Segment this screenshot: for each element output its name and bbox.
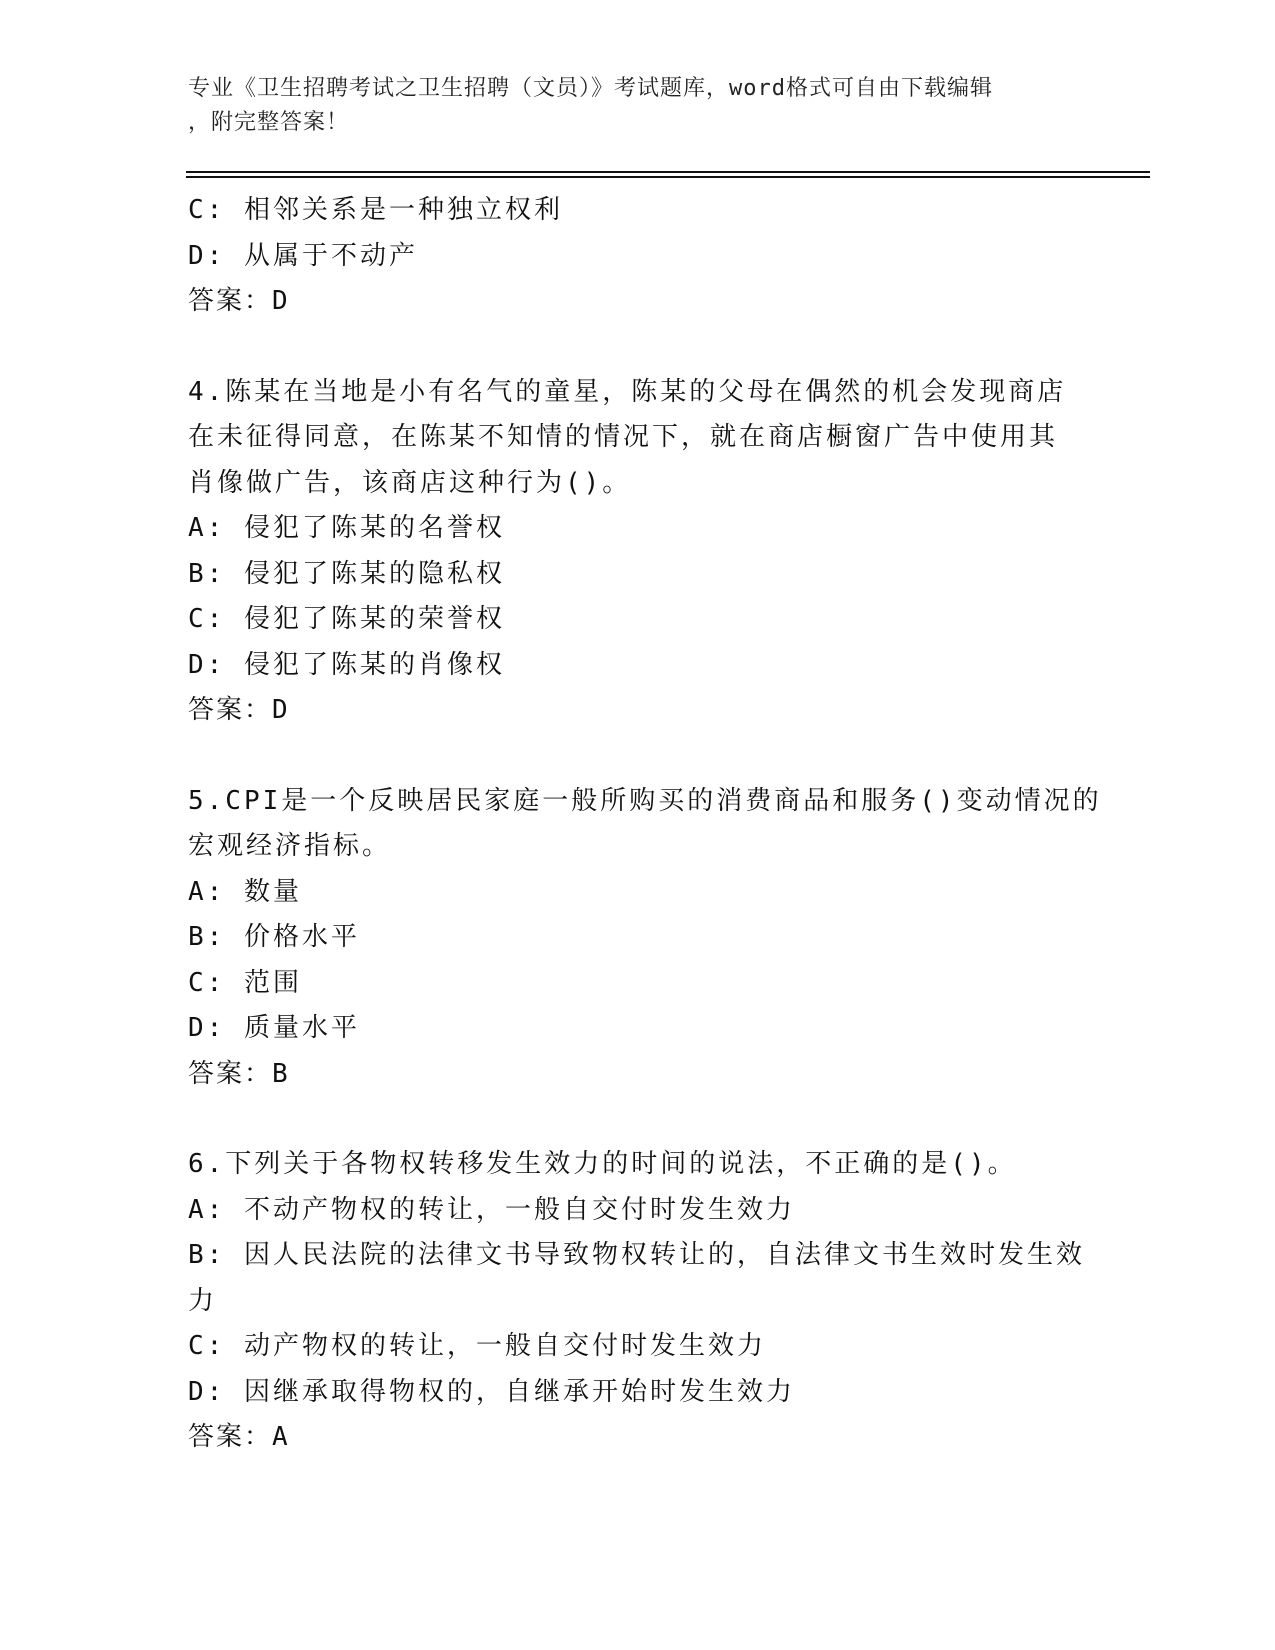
header-line-1: 专业《卫生招聘考试之卫生招聘（文员）》考试题库，word格式可自由下载编辑 <box>188 76 993 101</box>
question-5 <box>188 779 1102 1098</box>
question-6 <box>188 1142 1088 1461</box>
option-a: A: 侵犯了陈某的名誉权 <box>188 513 505 543</box>
header-rule-bottom <box>186 176 1150 178</box>
partial-question-3 <box>188 188 1088 325</box>
answer-line: 答案：D <box>188 286 290 316</box>
option-d: D: 因继承取得物权的，自继承开始时发生效力 <box>188 1376 795 1407</box>
option-b-continued: 力 <box>188 1285 218 1316</box>
header-line-2: ，附完整答案！ <box>188 110 350 135</box>
option-b: B: 因人民法院的法律文书导致物权转让的，自法律文书生效时发生效 <box>188 1240 1085 1270</box>
document-header <box>188 72 1088 140</box>
header-rule-top <box>186 171 1150 173</box>
question-text-line: 肖像做广告，该商店这种行为()。 <box>188 467 632 498</box>
question-text-line: 6.下列关于各物权转移发生效力的时间的说法，不正确的是()。 <box>188 1149 1017 1179</box>
question-text-line: 5.CPI是一个反映居民家庭一般所购买的消费商品和服务()变动情况的 <box>188 785 1102 816</box>
answer-line: 答案：A <box>188 1422 290 1452</box>
option-a: A: 不动产物权的转让，一般自交付时发生效力 <box>188 1194 795 1225</box>
option-d: D: 侵犯了陈某的肖像权 <box>188 649 505 680</box>
option-d: D: 质量水平 <box>188 1013 360 1043</box>
option-c: C: 动产物权的转让，一般自交付时发生效力 <box>188 1331 766 1361</box>
option-b: B: 侵犯了陈某的隐私权 <box>188 558 505 589</box>
option-c: C: 侵犯了陈某的荣誉权 <box>188 604 505 634</box>
option-a: A: 数量 <box>188 876 302 907</box>
option-b: B: 价格水平 <box>188 922 360 952</box>
question-text-line: 宏观经济指标。 <box>188 831 392 861</box>
question-4 <box>188 370 1088 734</box>
question-list <box>188 188 1102 1461</box>
answer-line: 答案：D <box>188 695 290 725</box>
option-d: D: 从属于不动产 <box>188 240 418 271</box>
option-c: C: 范围 <box>188 967 302 998</box>
answer-line: 答案：B <box>188 1058 290 1089</box>
question-text-line: 4.陈某在当地是小有名气的童星，陈某的父母在偶然的机会发现商店 <box>188 376 1067 407</box>
question-text-line: 在未征得同意，在陈某不知情的情况下，就在商店橱窗广告中使用其 <box>188 422 1059 452</box>
option-c: C: 相邻关系是一种独立权利 <box>188 195 563 225</box>
